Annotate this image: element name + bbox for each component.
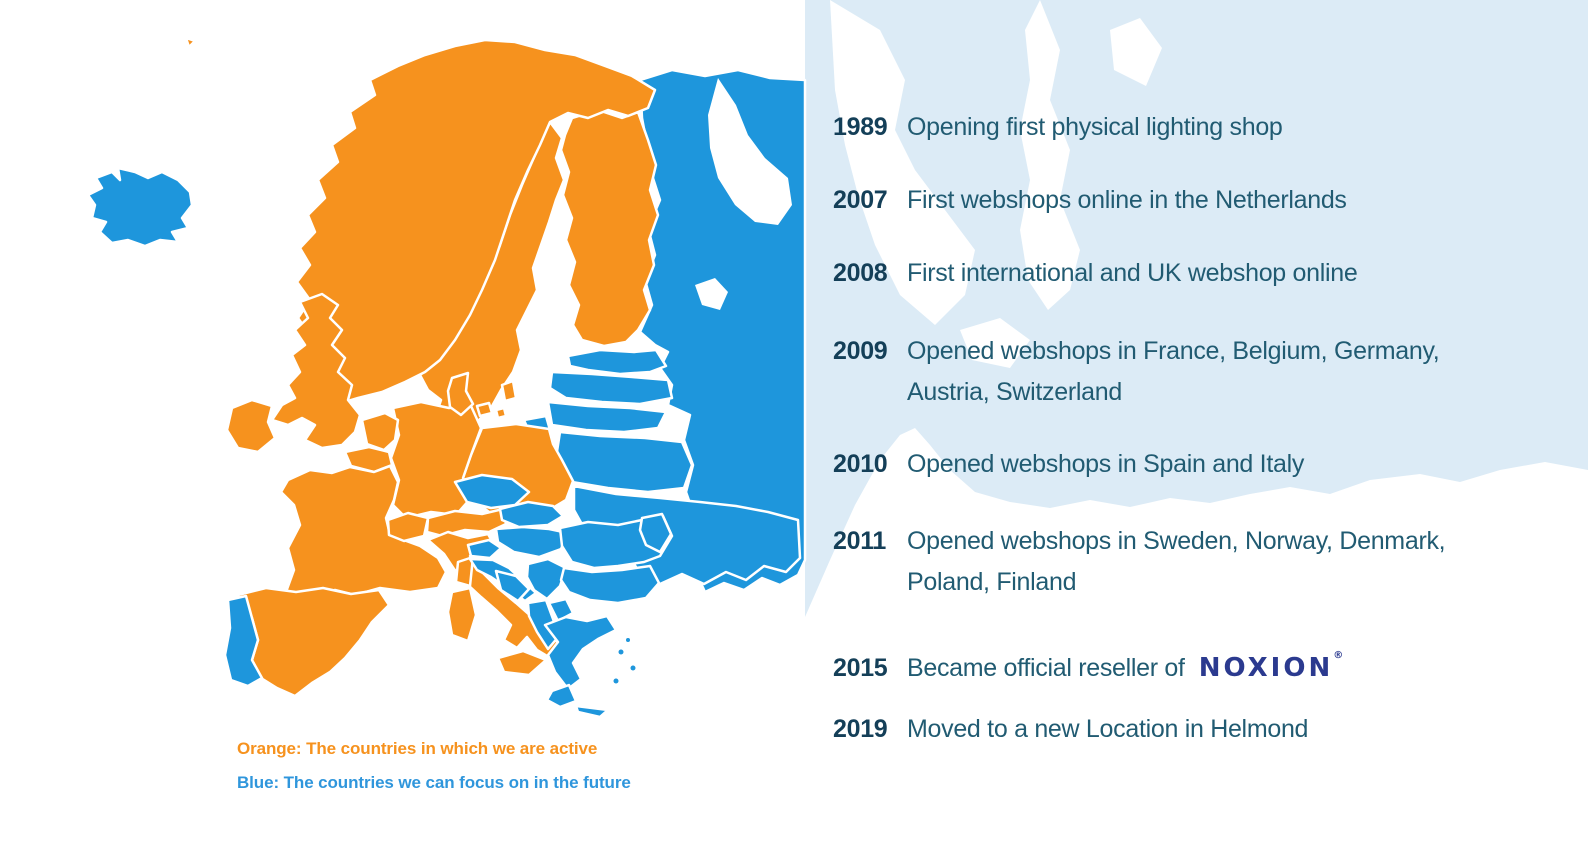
island-gotland <box>502 381 516 401</box>
noxion-logo <box>1198 650 1344 683</box>
timeline-row-2008 <box>833 258 1553 288</box>
country-greece <box>545 616 616 689</box>
country-latvia <box>550 372 672 404</box>
timeline-year: 2011 <box>833 527 887 555</box>
country-estonia <box>568 350 666 374</box>
island-crete <box>576 706 608 717</box>
island-sardinia <box>448 588 476 641</box>
timeline-row-2011 <box>833 526 1553 597</box>
timeline-row-2009 <box>833 336 1553 407</box>
timeline-row-2007 <box>833 185 1553 215</box>
country-lithuania <box>548 402 666 432</box>
timeline-text: Opened webshops in France, Belgium, Germany, <box>907 337 1440 365</box>
timeline-text: Became official reseller of <box>907 654 1185 682</box>
timeline-year: 2008 <box>833 259 888 287</box>
noxion-logo-text: NOXION <box>1198 653 1334 683</box>
aegean-island <box>626 638 630 642</box>
country-netherlands <box>362 413 398 450</box>
timeline-year: 2010 <box>833 450 888 478</box>
region-peloponnese <box>547 685 576 707</box>
island-jan-mayen <box>186 38 195 47</box>
country-ireland <box>227 400 275 452</box>
country-iceland <box>88 168 192 246</box>
timeline-row-2015 <box>833 641 1553 683</box>
legend-blue-label: Blue: The countries we can focus on in the future <box>237 773 631 792</box>
country-denmark-islands <box>477 403 492 416</box>
aegean-island <box>614 679 619 684</box>
timeline-text: Opened webshops in Spain and Italy <box>907 450 1305 478</box>
country-switzerland <box>388 513 428 541</box>
timeline-year: 1989 <box>833 113 888 141</box>
timeline-text: Moved to a new Location in Helmond <box>907 715 1309 743</box>
timeline-text: Opening first physical lighting shop <box>907 113 1283 141</box>
timeline-year: 2015 <box>833 654 888 682</box>
timeline-row-2019 <box>833 714 1553 744</box>
timeline-year: 2007 <box>833 186 888 214</box>
country-hungary <box>496 527 568 557</box>
timeline-text-line2: Poland, Finland <box>907 568 1077 596</box>
legend-orange-label: Orange: The countries in which we are active <box>237 739 598 758</box>
timeline-text: Opened webshops in Sweden, Norway, Denmark, <box>907 527 1446 555</box>
timeline-row-2010 <box>833 449 1553 479</box>
timeline-text: First webshops online in the Netherlands <box>907 186 1347 214</box>
country-slovakia <box>500 502 563 527</box>
country-belarus <box>556 432 692 492</box>
timeline-text: First international and UK webshop online <box>907 259 1358 287</box>
timeline-year: 2009 <box>833 337 888 365</box>
country-slovenia <box>468 540 501 558</box>
aegean-island <box>619 650 624 655</box>
timeline-text-line2: Austria, Switzerland <box>907 378 1122 406</box>
country-bulgaria <box>561 566 659 603</box>
timeline-row-1989 <box>833 112 1553 142</box>
country-finland <box>561 110 658 346</box>
registered-trademark-mark: ® <box>1333 650 1344 661</box>
timeline-year: 2019 <box>833 715 888 743</box>
aegean-island <box>631 666 636 671</box>
country-denmark-islands <box>496 408 506 418</box>
island-sicily <box>498 651 546 675</box>
